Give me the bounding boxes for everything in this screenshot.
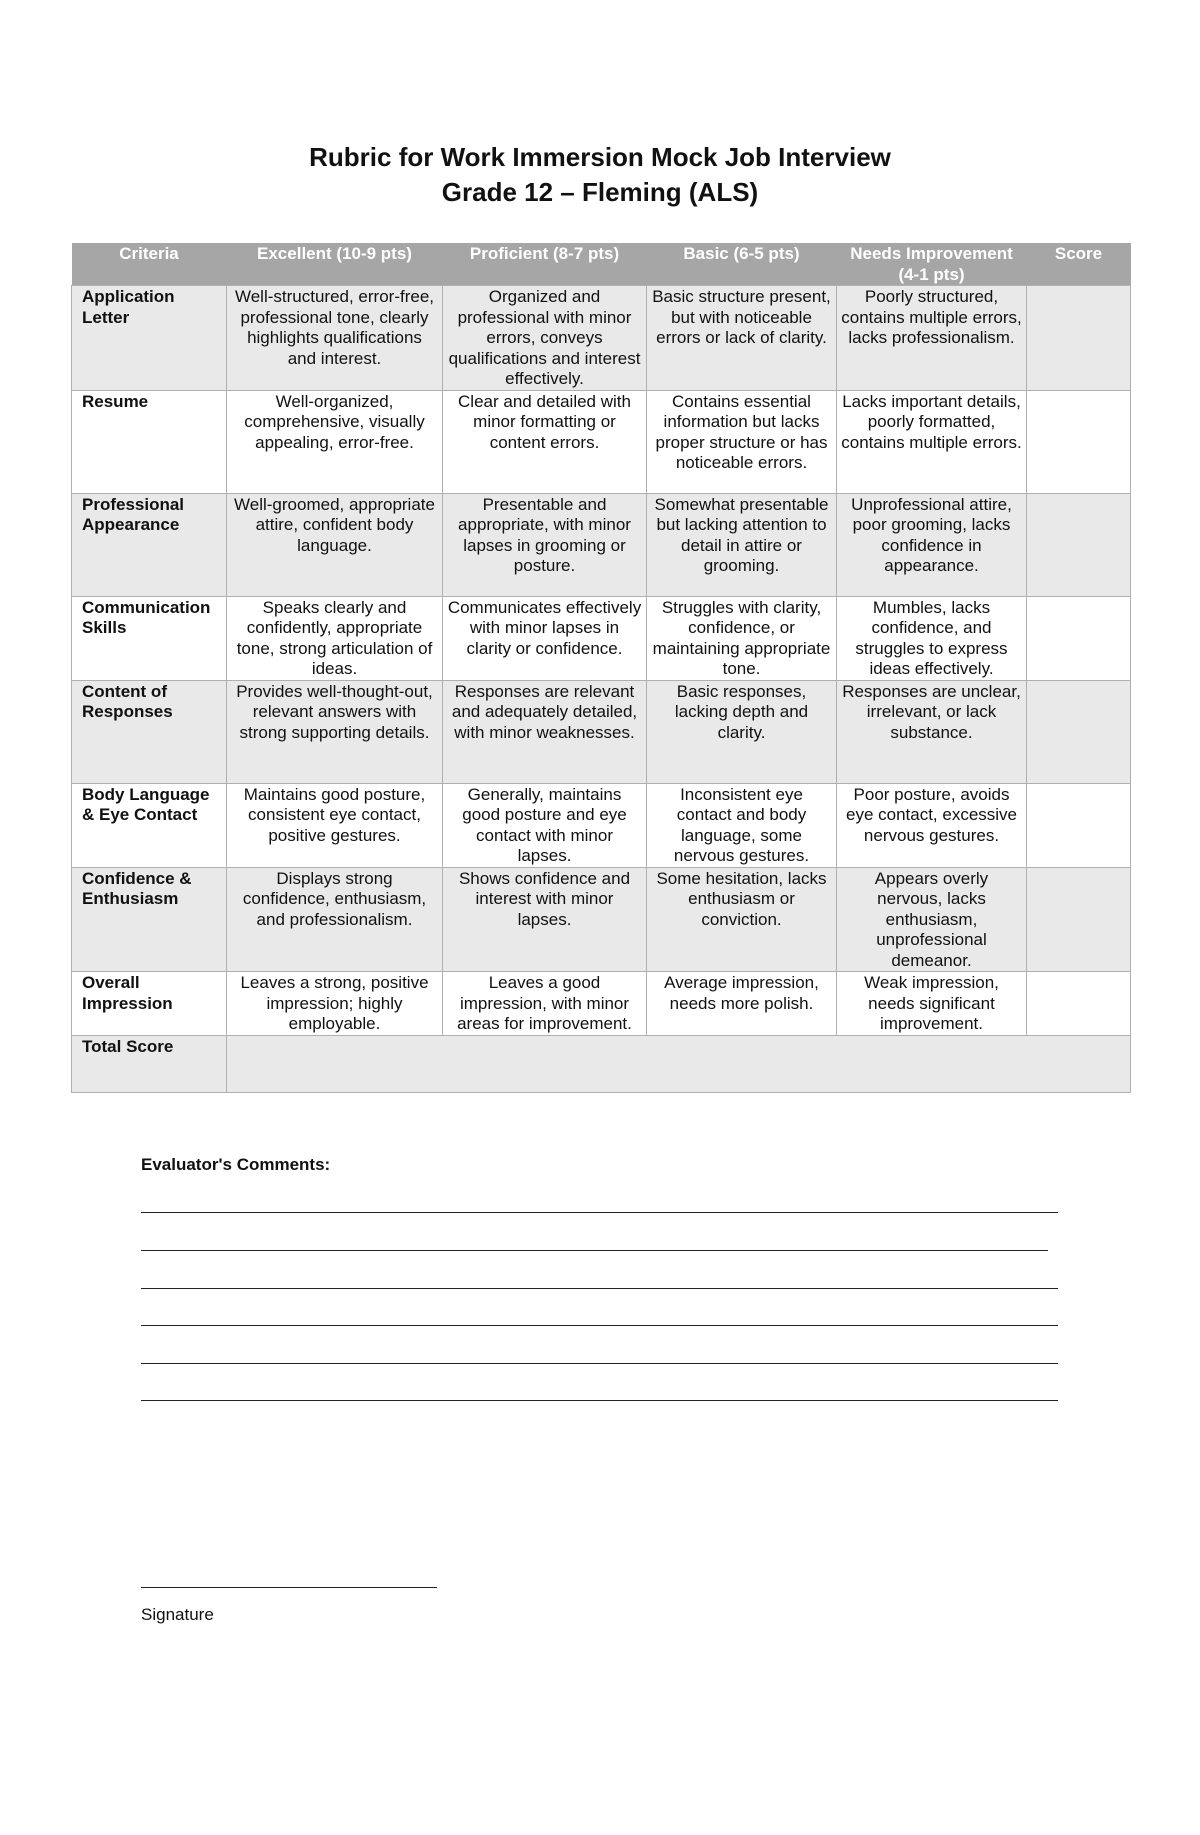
excellent-cell: Well-organized, comprehensive, visually appealing, error-free. bbox=[227, 390, 443, 493]
comment-line[interactable] bbox=[141, 1400, 1058, 1401]
table-row bbox=[72, 390, 1131, 493]
table-row bbox=[72, 867, 1131, 972]
needs-improvement-cell: Weak impression, needs significant improvement. bbox=[837, 972, 1027, 1036]
header-needs-improvement: Needs Improvement (4-1 pts) bbox=[837, 243, 1027, 286]
score-cell[interactable] bbox=[1027, 390, 1131, 493]
proficient-cell: Responses are relevant and adequately detailed, with minor weaknesses. bbox=[443, 680, 647, 783]
header-proficient: Proficient (8-7 pts) bbox=[443, 243, 647, 286]
signature-line[interactable] bbox=[141, 1587, 437, 1588]
table-row bbox=[72, 783, 1131, 867]
criteria-cell: Overall Impression bbox=[72, 972, 227, 1036]
proficient-cell: Clear and detailed with minor formatting or content errors. bbox=[443, 390, 647, 493]
criteria-cell: Communication Skills bbox=[72, 596, 227, 680]
needs-improvement-cell: Mumbles, lacks confidence, and struggles to express ideas effectively. bbox=[837, 596, 1027, 680]
basic-cell: Average impression, needs more polish. bbox=[647, 972, 837, 1036]
basic-cell: Basic structure present, but with noticeable errors or lack of clarity. bbox=[647, 286, 837, 391]
excellent-cell: Well-structured, error-free, professional tone, clearly highlights qualifications and interest. bbox=[227, 286, 443, 391]
table-row bbox=[72, 680, 1131, 783]
total-row bbox=[72, 1035, 1131, 1092]
excellent-cell: Maintains good posture, consistent eye contact, positive gestures. bbox=[227, 783, 443, 867]
score-cell[interactable] bbox=[1027, 596, 1131, 680]
title-line-1: Rubric for Work Immersion Mock Job Interview bbox=[309, 142, 891, 172]
needs-improvement-cell: Appears overly nervous, lacks enthusiasm, unprofessional demeanor. bbox=[837, 867, 1027, 972]
header-score: Score bbox=[1027, 243, 1131, 286]
criteria-cell: Resume bbox=[72, 390, 227, 493]
total-score-label: Total Score bbox=[72, 1035, 227, 1092]
signature-label: Signature bbox=[141, 1605, 214, 1624]
excellent-cell: Leaves a strong, positive impression; highly employable. bbox=[227, 972, 443, 1036]
comment-line[interactable] bbox=[141, 1363, 1058, 1364]
comment-line[interactable] bbox=[141, 1288, 1058, 1289]
table-row bbox=[72, 493, 1131, 596]
needs-improvement-cell: Poor posture, avoids eye contact, excessive nervous gestures. bbox=[837, 783, 1027, 867]
document-title bbox=[0, 140, 1200, 210]
table-row bbox=[72, 596, 1131, 680]
comment-line[interactable] bbox=[141, 1250, 1048, 1251]
title-line-2: Grade 12 – Fleming (ALS) bbox=[441, 177, 759, 207]
proficient-cell: Leaves a good impression, with minor areas for improvement. bbox=[443, 972, 647, 1036]
proficient-cell: Organized and professional with minor errors, conveys qualifications and interest effectively. bbox=[443, 286, 647, 391]
needs-improvement-cell: Responses are unclear, irrelevant, or lack substance. bbox=[837, 680, 1027, 783]
basic-cell: Struggles with clarity, confidence, or maintaining appropriate tone. bbox=[647, 596, 837, 680]
comment-line[interactable] bbox=[141, 1325, 1058, 1326]
needs-improvement-cell: Unprofessional attire, poor grooming, lacks confidence in appearance. bbox=[837, 493, 1027, 596]
excellent-cell: Speaks clearly and confidently, appropriate tone, strong articulation of ideas. bbox=[227, 596, 443, 680]
proficient-cell: Presentable and appropriate, with minor lapses in grooming or posture. bbox=[443, 493, 647, 596]
header-basic: Basic (6-5 pts) bbox=[647, 243, 837, 286]
evaluator-comments-label: Evaluator's Comments: bbox=[141, 1155, 331, 1174]
needs-improvement-cell: Lacks important details, poorly formatted, contains multiple errors. bbox=[837, 390, 1027, 493]
basic-cell: Inconsistent eye contact and body language, some nervous gestures. bbox=[647, 783, 837, 867]
excellent-cell: Well-groomed, appropriate attire, confident body language. bbox=[227, 493, 443, 596]
header-criteria: Criteria bbox=[72, 243, 227, 286]
basic-cell: Somewhat presentable but lacking attention to detail in attire or grooming. bbox=[647, 493, 837, 596]
header-row bbox=[72, 243, 1131, 286]
criteria-cell: Content of Responses bbox=[72, 680, 227, 783]
score-cell[interactable] bbox=[1027, 286, 1131, 391]
score-cell[interactable] bbox=[1027, 493, 1131, 596]
basic-cell: Some hesitation, lacks enthusiasm or conviction. bbox=[647, 867, 837, 972]
proficient-cell: Shows confidence and interest with minor lapses. bbox=[443, 867, 647, 972]
score-cell[interactable] bbox=[1027, 867, 1131, 972]
table-row bbox=[72, 972, 1131, 1036]
rubric-table bbox=[71, 243, 1131, 1093]
basic-cell: Basic responses, lacking depth and clarity. bbox=[647, 680, 837, 783]
criteria-cell: Professional Appearance bbox=[72, 493, 227, 596]
comment-line[interactable] bbox=[141, 1212, 1058, 1213]
proficient-cell: Communicates effectively with minor lapses in clarity or confidence. bbox=[443, 596, 647, 680]
score-cell[interactable] bbox=[1027, 972, 1131, 1036]
needs-improvement-cell: Poorly structured, contains multiple errors, lacks professionalism. bbox=[837, 286, 1027, 391]
table-row bbox=[72, 286, 1131, 391]
criteria-cell: Confidence & Enthusiasm bbox=[72, 867, 227, 972]
header-excellent: Excellent (10-9 pts) bbox=[227, 243, 443, 286]
criteria-cell: Body Language & Eye Contact bbox=[72, 783, 227, 867]
score-cell[interactable] bbox=[1027, 783, 1131, 867]
score-cell[interactable] bbox=[1027, 680, 1131, 783]
proficient-cell: Generally, maintains good posture and eye contact with minor lapses. bbox=[443, 783, 647, 867]
basic-cell: Contains essential information but lacks proper structure or has noticeable errors. bbox=[647, 390, 837, 493]
total-score-value[interactable] bbox=[227, 1035, 1131, 1092]
criteria-cell: Application Letter bbox=[72, 286, 227, 391]
excellent-cell: Provides well-thought-out, relevant answers with strong supporting details. bbox=[227, 680, 443, 783]
excellent-cell: Displays strong confidence, enthusiasm, and professionalism. bbox=[227, 867, 443, 972]
